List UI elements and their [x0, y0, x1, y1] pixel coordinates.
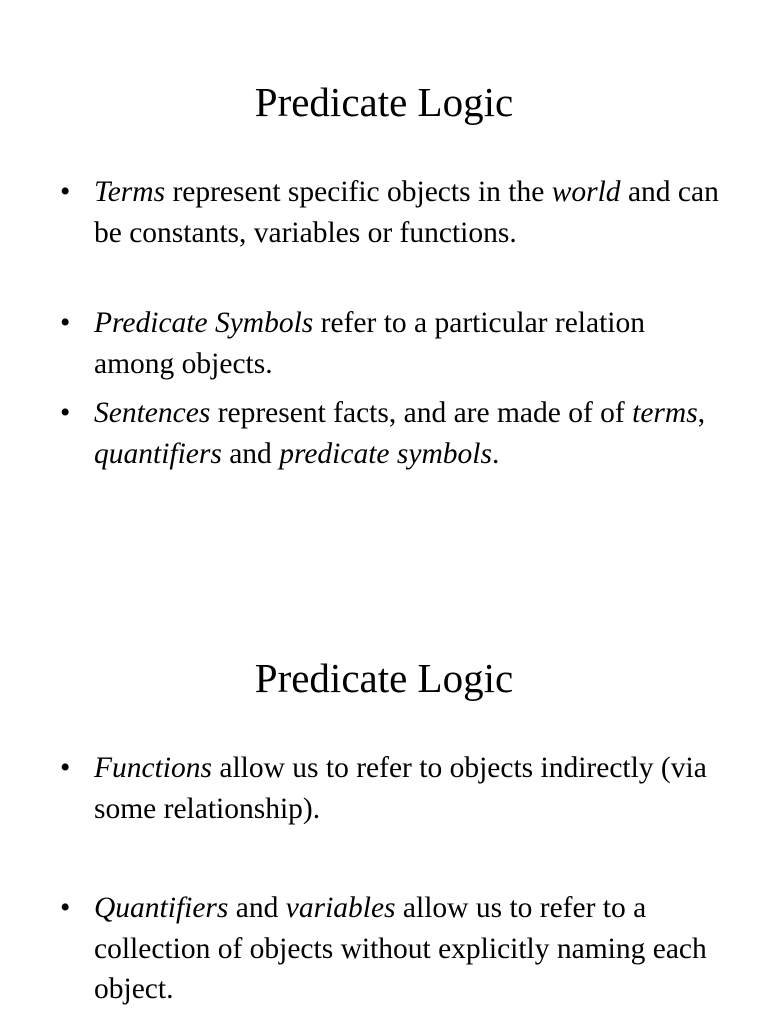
bullet-text-segment: , — [697, 397, 706, 429]
bullet-item — [60, 393, 720, 474]
bullet-text-segment: allow us to refer to objects indirectly (via some relationship). — [94, 752, 707, 825]
bullet-marker: • — [60, 176, 71, 208]
slide-2 — [0, 576, 768, 1024]
bullet-text-segment: refer to a particular relation among objects. — [94, 307, 645, 380]
bullet-term: Quantifiers — [94, 892, 229, 924]
slide-title: Predicate Logic — [254, 655, 514, 701]
bullet-text-segment: and can be constants, variables or functions. — [94, 176, 719, 249]
bullet-term: Sentences — [94, 397, 211, 429]
bullet-text-segment: and — [221, 437, 280, 470]
bullet-marker: • — [60, 307, 71, 339]
bullet-term: Predicate Symbols — [94, 307, 314, 339]
bullet-item — [60, 303, 720, 384]
bullet-item — [60, 888, 720, 1010]
bullet-text-segment: and — [228, 892, 286, 924]
bullet-text — [94, 888, 720, 1010]
bullet-term: predicate symbols — [279, 437, 492, 470]
bullet-marker: • — [60, 752, 71, 784]
bullet-text — [94, 303, 720, 384]
bullet-item — [60, 172, 720, 253]
bullet-text-segment: . — [491, 437, 500, 470]
bullet-text — [94, 172, 720, 253]
slide-title: Predicate Logic — [254, 79, 514, 125]
bullet-marker: • — [60, 397, 71, 429]
bullet-text-segment: allow us to refer to a collection of objects without explicitly naming each object. — [94, 892, 707, 1005]
bullet-term: world — [551, 176, 621, 208]
bullet-term: quantifiers — [94, 437, 222, 470]
bullet-term: terms — [632, 397, 698, 429]
bullet-text-segment: represent facts, and are made of of — [210, 397, 633, 429]
bullet-item — [60, 748, 720, 829]
bullet-term: variables — [285, 892, 396, 924]
bullet-text-segment: represent specific objects in the — [165, 176, 552, 208]
bullet-term: Functions — [94, 752, 212, 784]
bullet-text — [94, 393, 720, 474]
bullet-marker: • — [60, 892, 71, 924]
bullet-term: Terms — [94, 176, 166, 208]
bullet-text — [94, 748, 720, 829]
